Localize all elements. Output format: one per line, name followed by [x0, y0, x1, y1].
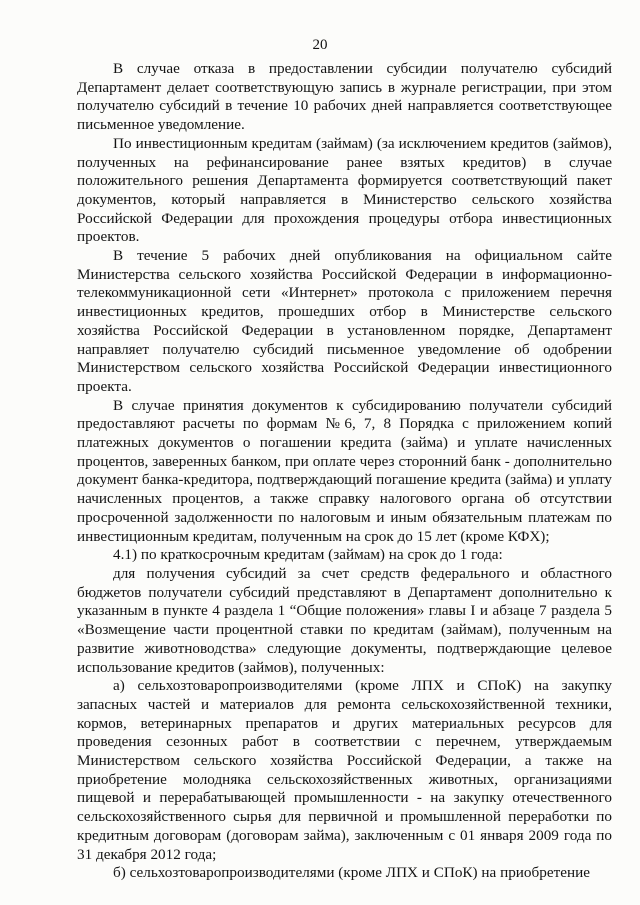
paragraph-federal-budget: для получения субсидий за счет средств федерального и областного бюджетов получатели субсидий представляют в Департамент дополнительно к указанным в пункте 4 раздела 1 “Общие положения» главы I и абзаце 7 раздела 5 «Возмещение части процентной ставки по кредитам (займам), полученным на развитие животноводства» следующие документы, подтверждающие целевое использование кредитов (займов), полученных: — [77, 564, 612, 676]
paragraph-item-b: б) сельхозтоваропроизводителями (кроме ЛПХ и СПоК) на приобретение — [113, 864, 590, 882]
paragraph-subsidy-refusal: В случае отказа в предоставлении субсидии получателю субсидий Департамент делает соответствующую запись в журнале регистрации, при этом получателю субсидий в течение 10 рабочих дней направляется соответствующее письменное уведомление. — [77, 60, 612, 134]
paragraph-acceptance-documents: В случае принятия документов к субсидированию получатели субсидий предоставляют расчеты по формам №6, 7, 8 Порядка с приложением копий платежных документов о погашении кредита (займа) и уплате начисленных процентов, заверенных банком, при оплате через сторонний банк - дополнительно документ банка-кредитора, подтверждающий погашение кредита (займа) и уплату начисленных процентов, а также справку налогового органа об отсутствии просроченной задолженности по налоговым и иным обязательным платежам по инвестиционным кредитам, полученным на срок до 15 лет (кроме КФХ); — [77, 396, 612, 545]
paragraph-item-a: а) сельхозтоваропроизводителями (кроме ЛПХ и СПоК) на закупку запасных частей и материалов для ремонта сельскохозяйственной техники, кормов, ветеринарных препаратов и других материальных ресурсов для проведения сезонных работ в соответствии с перечнем, утверждаемым Министерством сельского хозяйства Российской Федерации, а также на приобретение молодняка сельскохозяйственных животных, организациями пищевой и перерабатывающей промышленности - на закупку отечественного сельскохозяйственного сырья для первичной и промышленной переработки по кредитным договорам (договорам займа), заключенным с 01 января 2009 года по 31 декабря 2012 года; — [77, 677, 612, 863]
paragraph-investment-credits: По инвестиционным кредитам (займам) (за исключением кредитов (займов), полученных на рефинансирование ранее взятых кредитов) в случае положительного решения Департамента формируется соответствующий пакет документов, который направляется в Министерство сельского хозяйства Российской Федерации для прохождения процедуры отбора инвестиционных проектов. — [77, 134, 612, 246]
page-number: 20 — [312, 37, 328, 53]
paragraph-section-4-1: 4.1) по краткосрочным кредитам (займам) на срок до 1 года: — [113, 546, 503, 564]
paragraph-publication-notice: В течение 5 рабочих дней опубликования на официальном сайте Министерства сельского хозяйства Российской Федерации в информационно-телекоммуникационной сети «Интернет» протокола с приложением перечня инвестиционных кредитов, прошедших отбор в Министерстве сельского хозяйства Российской Федерации в установленном порядке, Департамент направляет получателю субсидий письменное уведомление об одобрении Министерством сельского хозяйства Российской Федерации инвестиционного проекта. — [77, 247, 612, 395]
document-body — [77, 60, 612, 883]
